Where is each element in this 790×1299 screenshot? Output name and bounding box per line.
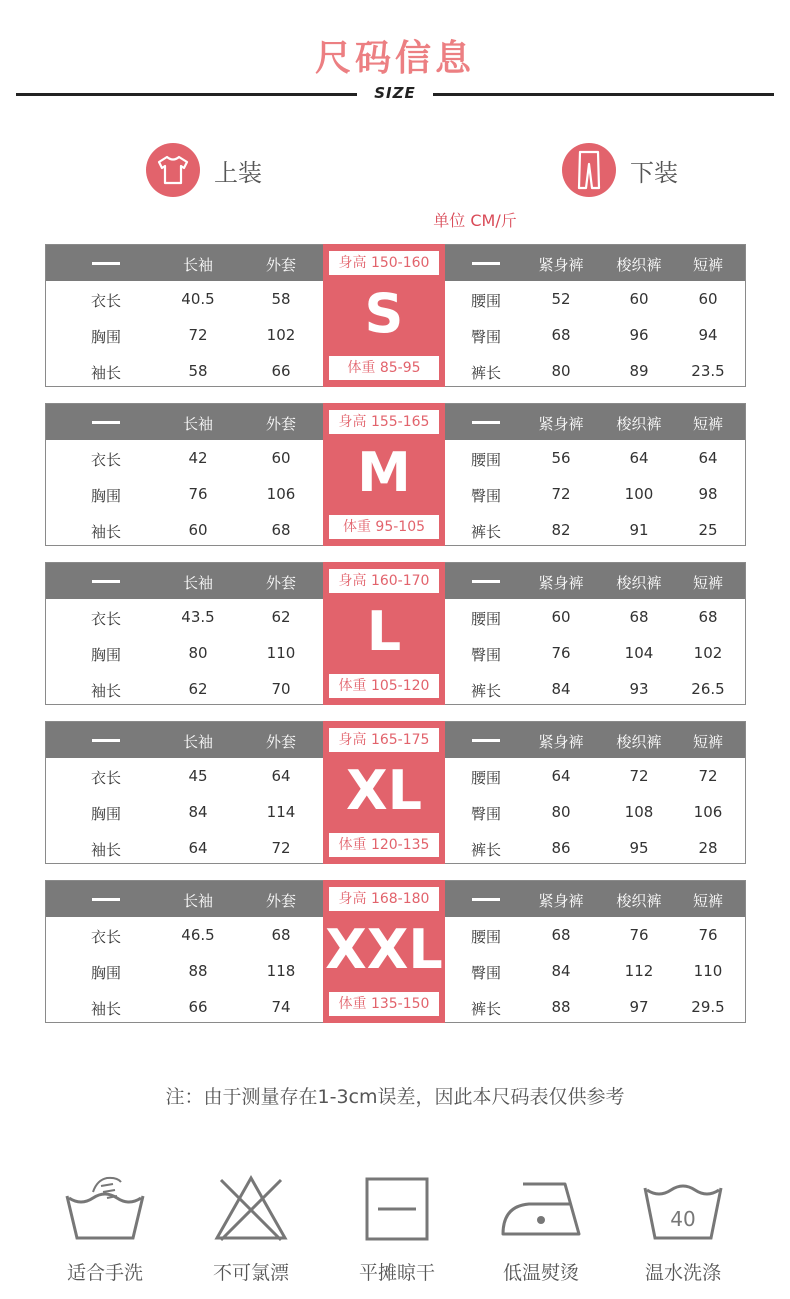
care-item-no-bleach — [196, 1170, 306, 1285]
table-cell: 64 — [271, 767, 291, 785]
table-cell: 89 — [629, 362, 649, 380]
weight-range: 体重 95-105 — [329, 515, 439, 539]
table-cell: 72 — [188, 326, 208, 344]
row-label: 腰围 — [470, 451, 501, 469]
row-label: 胸围 — [90, 487, 121, 505]
table-cell: 95 — [629, 839, 649, 857]
header-cell: 短裤 — [692, 256, 723, 274]
table-cell: 84 — [188, 803, 208, 821]
table-cell: 45 — [188, 767, 208, 785]
row-label: 胸围 — [90, 646, 121, 664]
table-cell: 106 — [266, 485, 296, 503]
table-cell: 42 — [188, 449, 208, 467]
table-cell: 104 — [624, 644, 654, 662]
table-cell: 93 — [629, 680, 649, 698]
row-label: 衣长 — [90, 769, 121, 787]
size-badge — [323, 403, 445, 546]
header-cell: 外套 — [265, 733, 296, 751]
size-label: SIZE — [374, 84, 416, 102]
row-label: 袖长 — [90, 1000, 121, 1018]
header-cell: 外套 — [265, 574, 296, 592]
table-cell: 46.5 — [181, 926, 215, 944]
table-cell: 110 — [693, 962, 723, 980]
divider-right — [433, 93, 774, 96]
row-label: 腰围 — [470, 769, 501, 787]
table-cell: 114 — [266, 803, 296, 821]
height-range: 身高 150-160 — [329, 251, 439, 275]
height-range: 身高 165-175 — [329, 728, 439, 752]
pants-icon — [562, 143, 616, 197]
header-cell: 外套 — [265, 415, 296, 433]
table-cell: 76 — [188, 485, 208, 503]
table-cell: 58 — [188, 362, 208, 380]
row-label: 衣长 — [90, 451, 121, 469]
table-cell: 25 — [698, 521, 718, 539]
category-top-label: 上装 — [214, 158, 262, 187]
table-cell: 60 — [188, 521, 208, 539]
row-label: 胸围 — [90, 964, 121, 982]
header-dash — [472, 262, 500, 265]
header-cell: 长袖 — [182, 256, 213, 274]
table-cell: 68 — [551, 926, 571, 944]
header-cell: 紧身裤 — [538, 256, 584, 274]
table-cell: 76 — [629, 926, 649, 944]
height-range: 身高 168-180 — [329, 887, 439, 911]
table-cell: 29.5 — [691, 998, 725, 1016]
table-cell: 74 — [271, 998, 291, 1016]
table-cell: 72 — [551, 485, 571, 503]
care-item-hand-wash — [50, 1170, 160, 1285]
care-label: 不可氯漂 — [212, 1262, 289, 1284]
row-label: 臀围 — [470, 805, 501, 823]
header-cell: 长袖 — [182, 574, 213, 592]
header-cell: 短裤 — [692, 415, 723, 433]
table-cell: 56 — [551, 449, 571, 467]
size-letter: S — [364, 282, 404, 345]
row-label: 裤长 — [470, 841, 501, 859]
table-cell: 80 — [551, 362, 571, 380]
table-cell: 26.5 — [691, 680, 725, 698]
table-cell: 66 — [271, 362, 291, 380]
weight-range: 体重 135-150 — [329, 992, 439, 1016]
header-cell: 梭织裤 — [616, 733, 662, 751]
shirt-icon — [146, 143, 200, 197]
row-label: 腰围 — [470, 610, 501, 628]
header-dash — [92, 262, 120, 265]
care-label: 低温熨烫 — [502, 1262, 579, 1284]
table-cell: 110 — [266, 644, 296, 662]
table-cell: 68 — [271, 926, 291, 944]
unit-label: 单位 CM/斤 — [433, 211, 517, 230]
row-label: 胸围 — [90, 328, 121, 346]
row-label: 袖长 — [90, 682, 121, 700]
table-cell: 66 — [188, 998, 208, 1016]
row-label: 衣长 — [90, 610, 121, 628]
no-bleach-icon — [196, 1170, 306, 1248]
header-cell: 紧身裤 — [538, 892, 584, 910]
header-dash — [472, 739, 500, 742]
header-cell: 梭织裤 — [616, 574, 662, 592]
table-cell: 28 — [698, 839, 718, 857]
table-cell: 118 — [266, 962, 296, 980]
header-cell: 紧身裤 — [538, 574, 584, 592]
table-cell: 64 — [698, 449, 718, 467]
care-item-warm-wash — [628, 1170, 738, 1285]
table-cell: 82 — [551, 521, 571, 539]
care-label: 温水洗涤 — [644, 1262, 721, 1284]
table-cell: 80 — [188, 644, 208, 662]
table-cell: 106 — [693, 803, 723, 821]
wash-40-icon — [628, 1170, 738, 1248]
care-item-dry-flat — [342, 1170, 452, 1285]
header-dash — [92, 580, 120, 583]
page-title: 尺码信息 — [314, 38, 475, 79]
row-label: 袖长 — [90, 364, 121, 382]
table-cell: 96 — [629, 326, 649, 344]
weight-range: 体重 105-120 — [329, 674, 439, 698]
header-cell: 梭织裤 — [616, 256, 662, 274]
table-cell: 84 — [551, 962, 571, 980]
size-letter: M — [357, 441, 411, 504]
header-cell: 外套 — [265, 892, 296, 910]
size-letter: XXL — [325, 918, 443, 981]
table-cell: 108 — [624, 803, 654, 821]
header-cell: 梭织裤 — [616, 415, 662, 433]
category-bottom-label: 下装 — [630, 158, 678, 187]
hand-wash-icon — [50, 1170, 160, 1248]
table-cell: 64 — [188, 839, 208, 857]
wash-temp-text: 40 — [670, 1207, 696, 1231]
table-cell: 86 — [551, 839, 571, 857]
row-label: 胸围 — [90, 805, 121, 823]
table-cell: 72 — [698, 767, 718, 785]
header-dash — [472, 580, 500, 583]
size-table — [45, 244, 746, 387]
low-iron-icon — [486, 1170, 596, 1248]
table-cell: 68 — [629, 608, 649, 626]
table-cell: 58 — [271, 290, 291, 308]
table-cell: 62 — [271, 608, 291, 626]
header-cell: 长袖 — [182, 733, 213, 751]
size-table — [45, 562, 746, 705]
header-dash — [472, 898, 500, 901]
table-cell: 100 — [624, 485, 654, 503]
size-badge — [323, 880, 445, 1023]
table-cell: 64 — [629, 449, 649, 467]
row-label: 腰围 — [470, 928, 501, 946]
row-label: 衣长 — [90, 292, 121, 310]
header-dash — [472, 421, 500, 424]
table-cell: 88 — [551, 998, 571, 1016]
care-item-low-iron — [486, 1170, 596, 1285]
row-label: 裤长 — [470, 682, 501, 700]
row-label: 袖长 — [90, 841, 121, 859]
header-cell: 短裤 — [692, 892, 723, 910]
row-label: 腰围 — [470, 292, 501, 310]
size-badge — [323, 721, 445, 864]
size-table — [45, 403, 746, 546]
table-cell: 76 — [551, 644, 571, 662]
row-label: 裤长 — [470, 523, 501, 541]
header-dash — [92, 898, 120, 901]
table-cell: 72 — [629, 767, 649, 785]
row-label: 衣长 — [90, 928, 121, 946]
header-cell: 外套 — [265, 256, 296, 274]
care-label: 平摊晾干 — [358, 1262, 435, 1284]
table-cell: 62 — [188, 680, 208, 698]
table-cell: 68 — [698, 608, 718, 626]
table-cell: 52 — [551, 290, 571, 308]
header-cell: 长袖 — [182, 892, 213, 910]
disclaimer-note: 注：由于测量存在1-3cm误差，因此本尺码表仅供参考 — [165, 1086, 625, 1108]
row-label: 臀围 — [470, 328, 501, 346]
weight-range: 体重 120-135 — [329, 833, 439, 857]
table-cell: 68 — [271, 521, 291, 539]
header-cell: 紧身裤 — [538, 733, 584, 751]
table-cell: 23.5 — [691, 362, 725, 380]
table-cell: 88 — [188, 962, 208, 980]
row-label: 裤长 — [470, 364, 501, 382]
care-label: 适合手洗 — [66, 1262, 143, 1284]
table-cell: 60 — [629, 290, 649, 308]
table-cell: 72 — [271, 839, 291, 857]
table-cell: 60 — [698, 290, 718, 308]
size-badge — [323, 244, 445, 387]
weight-range: 体重 85-95 — [329, 356, 439, 380]
size-badge — [323, 562, 445, 705]
table-cell: 94 — [698, 326, 718, 344]
header-dash — [92, 739, 120, 742]
table-cell: 60 — [271, 449, 291, 467]
table-cell: 98 — [698, 485, 718, 503]
divider-left — [16, 93, 357, 96]
category-top — [146, 143, 262, 197]
table-cell: 102 — [693, 644, 723, 662]
size-table — [45, 721, 746, 864]
header-cell: 长袖 — [182, 415, 213, 433]
table-cell: 68 — [551, 326, 571, 344]
table-cell: 40.5 — [181, 290, 215, 308]
table-cell: 97 — [629, 998, 649, 1016]
header-cell: 梭织裤 — [616, 892, 662, 910]
height-range: 身高 155-165 — [329, 410, 439, 434]
table-cell: 76 — [698, 926, 718, 944]
row-label: 裤长 — [470, 1000, 501, 1018]
table-cell: 112 — [624, 962, 654, 980]
table-cell: 60 — [551, 608, 571, 626]
header-dash — [92, 421, 120, 424]
header-cell: 短裤 — [692, 574, 723, 592]
header-cell: 短裤 — [692, 733, 723, 751]
table-cell: 84 — [551, 680, 571, 698]
row-label: 臀围 — [470, 487, 501, 505]
table-cell: 43.5 — [181, 608, 215, 626]
size-letter: XL — [345, 759, 423, 822]
dry-flat-icon — [342, 1170, 452, 1248]
table-cell: 102 — [266, 326, 296, 344]
row-label: 臀围 — [470, 964, 501, 982]
size-letter: L — [366, 600, 402, 663]
height-range: 身高 160-170 — [329, 569, 439, 593]
header-cell: 紧身裤 — [538, 415, 584, 433]
table-cell: 70 — [271, 680, 291, 698]
row-label: 袖长 — [90, 523, 121, 541]
category-bottom — [562, 143, 678, 197]
table-cell: 80 — [551, 803, 571, 821]
row-label: 臀围 — [470, 646, 501, 664]
table-cell: 64 — [551, 767, 571, 785]
size-table — [45, 880, 746, 1023]
table-cell: 91 — [629, 521, 649, 539]
